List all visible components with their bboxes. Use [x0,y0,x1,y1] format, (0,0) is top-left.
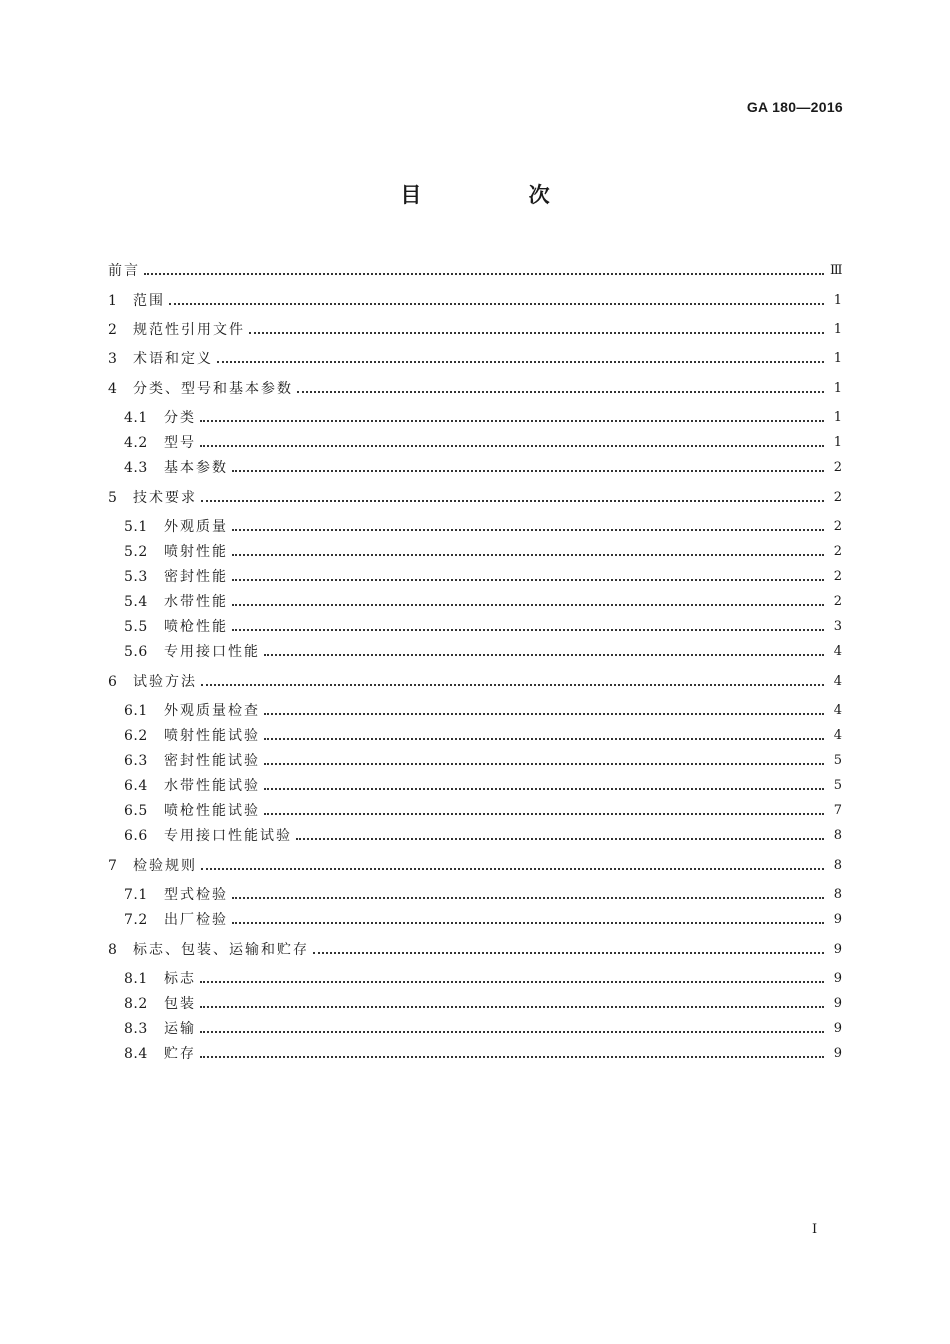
toc-entry[interactable] [108,258,842,280]
toc-entry-number: 5 [108,490,118,506]
toc-entry-number: 6.6 [124,828,148,844]
toc-leader-dots [313,952,824,954]
toc-entry-number: 5.6 [124,644,148,660]
toc-entry-page: 9 [833,996,842,1011]
toc-leader-dots [264,788,824,790]
toc-entry-page: 9 [833,1021,842,1036]
toc-entry[interactable] [124,514,842,536]
toc-entry-page: 2 [833,569,842,584]
toc-entry-number: 4.2 [124,435,148,451]
toc-entry[interactable] [124,539,842,561]
toc-entry[interactable] [108,669,842,691]
toc-entry-title: 水带性能 [164,594,228,610]
toc-entry-title: 密封性能 [164,569,228,585]
toc-leader-dots [232,529,824,531]
toc-entry-title: 术语和定义 [133,351,213,367]
toc-entry-page: 2 [833,594,842,609]
toc-entry-number: 7.2 [124,912,148,928]
toc-leader-dots [232,922,824,924]
toc-leader-dots [200,981,824,983]
toc-entry-title: 水带性能试验 [164,778,260,794]
toc-entry-title: 包装 [164,996,196,1012]
toc-leader-dots [297,391,824,393]
toc-entry-number: 1 [108,293,118,309]
toc-leader-dots [200,1031,824,1033]
toc-entry-title: 技术要求 [133,490,197,506]
toc-entry-title: 规范性引用文件 [133,322,245,338]
toc-entry-page: 2 [833,519,842,534]
toc-entry[interactable] [124,455,842,477]
toc-entry-page: 2 [833,544,842,559]
toc-leader-dots [169,303,824,305]
toc-entry-page: 2 [833,460,842,475]
toc-entry-title: 试验方法 [133,674,197,690]
toc-entry-title: 前言 [108,263,140,279]
toc-entry-number: 6.5 [124,803,148,819]
toc-entry[interactable] [124,589,842,611]
toc-entry-number: 3 [108,351,118,367]
toc-entry-number: 6.3 [124,753,148,769]
toc-entry-title: 型式检验 [164,887,228,903]
toc-entry-page: 1 [833,293,842,308]
toc-entry-title: 喷射性能试验 [164,728,260,744]
toc-entry-title: 标志、包装、运输和贮存 [133,942,309,958]
toc-leader-dots [249,332,824,334]
toc-entry[interactable] [124,773,842,795]
toc-entry[interactable] [108,853,842,875]
toc-entry-number: 6.1 [124,703,148,719]
toc-leader-dots [232,470,824,472]
toc-entry-title: 分类 [164,410,196,426]
toc-entry-number: 8.2 [124,996,148,1012]
toc-leader-dots [144,273,824,275]
toc-entry[interactable] [108,317,842,339]
toc-leader-dots [201,500,824,502]
toc-entry-title: 范围 [133,293,165,309]
toc-entry[interactable] [124,639,842,661]
toc-entry-page: 5 [833,778,842,793]
toc-leader-dots [200,1056,824,1058]
toc-leader-dots [232,629,824,631]
toc-leader-dots [264,763,824,765]
toc-entry-title: 贮存 [164,1046,196,1062]
toc-leader-dots [201,868,824,870]
toc-entry-number: 6.4 [124,778,148,794]
page-title: 目 次 [400,183,600,207]
toc-entry-title: 标志 [164,971,196,987]
toc-leader-dots [232,897,824,899]
toc-entry[interactable] [124,966,842,988]
toc-entry-page: 5 [833,753,842,768]
toc-entry[interactable] [124,991,842,1013]
toc-entry[interactable] [108,346,842,368]
toc-entry-page: 4 [833,644,842,659]
toc-entry-page: 1 [833,322,842,337]
toc-entry-title: 喷枪性能试验 [164,803,260,819]
toc-entry-page: Ⅲ [830,263,843,278]
toc-entry-number: 8.1 [124,971,148,987]
toc-entry-page: 2 [833,490,842,505]
toc-entry-title: 型号 [164,435,196,451]
toc-entry-page: 9 [833,1046,842,1061]
toc-entry-page: 7 [833,803,842,818]
page-number: I [812,1222,818,1237]
toc-entry[interactable] [124,564,842,586]
toc-entry-number: 4 [108,381,118,397]
toc-entry-number: 8 [108,942,118,958]
toc-entry-title: 运输 [164,1021,196,1037]
toc-entry-number: 5.3 [124,569,148,585]
toc-entry-page: 8 [833,858,842,873]
toc-entry-number: 4.3 [124,460,148,476]
toc-entry-number: 5.1 [124,519,148,535]
toc-entry-page: 9 [833,971,842,986]
toc-entry[interactable] [124,1041,842,1063]
toc-entry[interactable] [108,485,842,507]
toc-entry-title: 基本参数 [164,460,228,476]
toc-entry[interactable] [124,748,842,770]
toc-entry-title: 出厂检验 [164,912,228,928]
toc-entry[interactable] [124,907,842,929]
toc-leader-dots [217,361,824,363]
toc-entry-page: 1 [833,381,842,396]
toc-entry[interactable] [124,405,842,427]
toc-leader-dots [232,604,824,606]
toc-entry-page: 4 [833,728,842,743]
toc-entry-number: 6.2 [124,728,148,744]
toc-leader-dots [264,738,824,740]
toc-entry[interactable] [124,698,842,720]
toc-entry[interactable] [124,614,842,636]
toc-entry[interactable] [124,430,842,452]
toc-entry-page: 9 [833,942,842,957]
toc-entry-title: 分类、型号和基本参数 [133,381,293,397]
toc-entry-title: 密封性能试验 [164,753,260,769]
toc-leader-dots [296,838,824,840]
toc-entry-number: 2 [108,322,118,338]
toc-entry-title: 外观质量检查 [164,703,260,719]
toc-entry[interactable] [108,937,842,959]
toc-entry-page: 8 [833,887,842,902]
toc-entry-number: 4.1 [124,410,148,426]
toc-entry-number: 7 [108,858,118,874]
toc-entry-title: 专用接口性能 [164,644,260,660]
toc-entry-title: 外观质量 [164,519,228,535]
toc-entry-title: 专用接口性能试验 [164,828,292,844]
toc-entry-page: 1 [833,410,842,425]
toc-entry-page: 1 [833,351,842,366]
toc-leader-dots [200,1006,824,1008]
standard-code: GA 180—2016 [746,99,843,115]
toc-leader-dots [264,654,824,656]
toc-entry-page: 4 [833,674,842,689]
toc-entry[interactable] [108,376,842,398]
toc-leader-dots [232,554,824,556]
toc-leader-dots [264,813,824,815]
toc-entry-page: 8 [833,828,842,843]
toc-entry-number: 8.4 [124,1046,148,1062]
toc-leader-dots [232,579,824,581]
toc-entry[interactable] [124,798,842,820]
toc-entry-page: 4 [833,703,842,718]
toc-leader-dots [264,713,824,715]
toc-entry-number: 5.2 [124,544,148,560]
toc-entry[interactable] [124,1016,842,1038]
toc-entry[interactable] [108,288,842,310]
toc-entry-title: 喷枪性能 [164,619,228,635]
toc-entry[interactable] [124,823,842,845]
toc-entry-page: 1 [833,435,842,450]
toc-entry-page: 9 [833,912,842,927]
toc-entry-number: 5.5 [124,619,148,635]
toc-leader-dots [200,445,824,447]
toc-entry-title: 喷射性能 [164,544,228,560]
toc-entry-number: 5.4 [124,594,148,610]
toc-entry-page: 3 [833,619,842,634]
toc-entry-number: 6 [108,674,118,690]
toc-entry-number: 7.1 [124,887,148,903]
toc-leader-dots [200,420,824,422]
toc-entry-number: 8.3 [124,1021,148,1037]
toc-entry[interactable] [124,723,842,745]
toc-leader-dots [201,684,824,686]
toc-entry-title: 检验规则 [133,858,197,874]
toc-entry[interactable] [124,882,842,904]
